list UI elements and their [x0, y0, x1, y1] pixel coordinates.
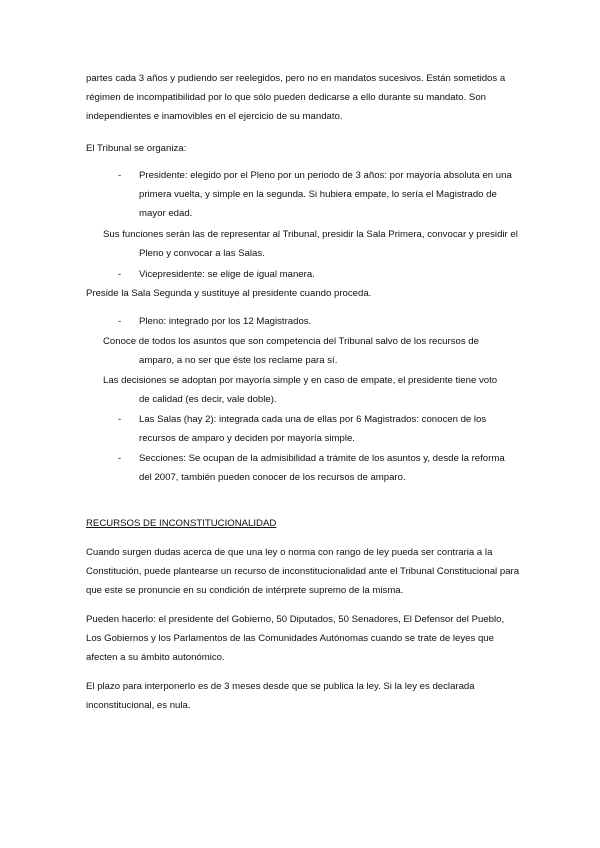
section-paragraph-3: El plazo para interponerlo es de 3 meses desde que se publica la ley. Si la ley es declarada inconstitucional, es nula.	[86, 681, 475, 711]
conoce-text: Conoce de todos los asuntos que son competencia del Tribunal salvo de los recursos de amparo, a no ser que éste los reclame para sí.	[103, 336, 479, 366]
bullet-secciones: Secciones: Se ocupan de la admisibilidad a trámite de los asuntos y, desde la reforma del 2007, también pueden conocer de los recursos de amparo.	[139, 453, 505, 483]
bullet-vicepresidente: Vicepresidente: se elige de igual manera.	[139, 269, 315, 280]
organiza-paragraph: El Tribunal se organiza:	[86, 143, 187, 154]
bullet-presidente: Presidente: elegido por el Pleno por un periodo de 3 años: por mayoría absoluta en una primera vuelta, y simple en la segunda. Si hubiera empate, lo sería el Magistrado de mayor edad.	[139, 170, 512, 219]
section-title: RECURSOS DE INCONSTITUCIONALIDAD	[86, 518, 277, 529]
section-paragraph-1: Cuando surgen dudas acerca de que una ley o norma con rango de ley pueda ser contraria a la Constitución, puede plantearse un recurso de inconstitucionalidad ante el Tribunal Constitucional para que este se pronuncie en su condición de intérprete supremo de la misma.	[86, 547, 520, 596]
bullet-dash-pleno: -	[118, 316, 122, 327]
bullet-pleno: Pleno: integrado por los 12 Magistrados.	[139, 316, 312, 327]
funciones-text: Sus funciones serán las de representar al Tribunal, presidir la Sala Primera, convocar y presidir el Pleno y convocar a las Salas.	[103, 229, 518, 259]
bullet-dash-salas: -	[118, 414, 122, 425]
decisiones-text: Las decisiones se adoptan por mayoría simple y en caso de empate, el presidente tiene voto de calidad (es decir, vale doble).	[103, 375, 498, 405]
conoce-paragraph	[103, 332, 515, 370]
bullet-dash-secciones: -	[118, 453, 122, 464]
decisiones-paragraph	[103, 371, 505, 409]
intro-paragraph: partes cada 3 años y pudiendo ser reelegidos, pero no en mandatos sucesivos. Están sometidos a régimen de incompatibilidad por lo que sólo pueden dedicarse a ello durante su mandato. Son independientes e inamovibles en el ejercicio de su mandato.	[86, 73, 506, 122]
section-paragraph-2: Pueden hacerlo: el presidente del Gobierno, 50 Diputados, 50 Senadores, El Defensor del Pueblo, Los Gobiernos y los Parlamentos de las Comunidades Autónomas cuando se trate de leyes que afecten a su ámbito autonómico.	[86, 614, 505, 663]
bullet-dash-presidente: -	[118, 170, 122, 181]
bullet-dash-vicepresidente: -	[118, 269, 122, 280]
funciones-paragraph	[103, 225, 520, 263]
bullet-salas: Las Salas (hay 2): integrada cada una de ellas por 6 Magistrados: conocen de los recursos de amparo y deciden por mayoría simple.	[139, 414, 487, 444]
preside-paragraph: Preside la Sala Segunda y sustituye al presidente cuando proceda.	[86, 288, 372, 299]
